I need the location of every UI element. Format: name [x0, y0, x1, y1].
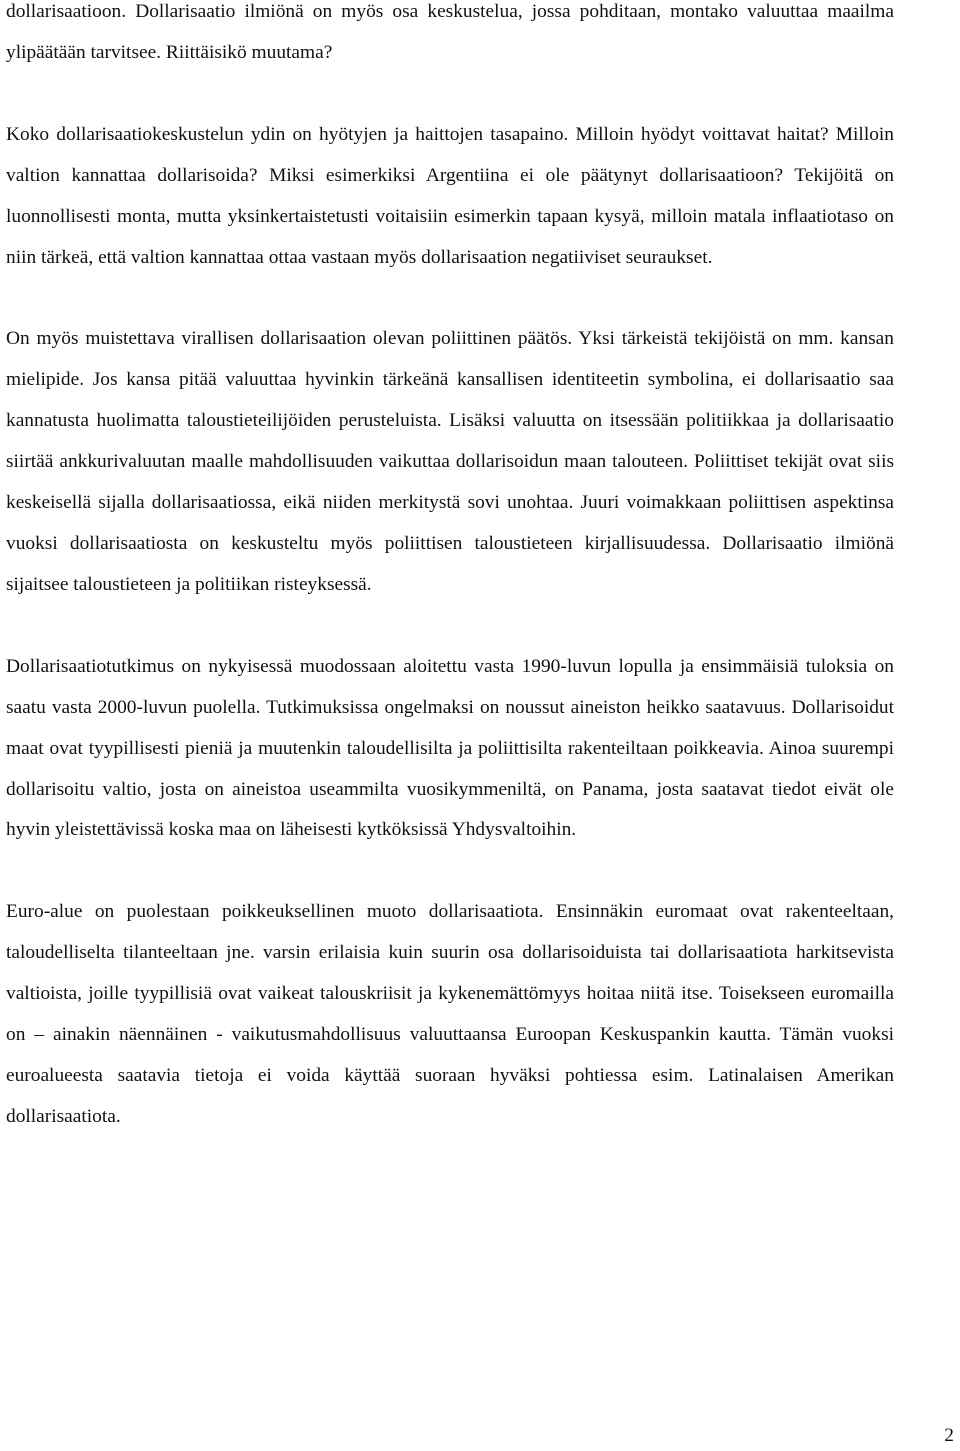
page-number: 2 — [944, 1425, 954, 1446]
document-page — [6, 0, 894, 1138]
paragraph-1: dollarisaatioon. Dollarisaatio ilmiönä on myös osa keskustelua, jossa pohditaan, montako valuuttaa maailma ylipäätään tarvitsee. Riittäisikö muutama? — [6, 1, 894, 63]
paragraph-gap — [6, 851, 894, 892]
paragraph-gap — [6, 74, 894, 115]
paragraph-gap — [6, 606, 894, 647]
paragraph-gap — [6, 278, 894, 319]
paragraph-3: On myös muistettava virallisen dollarisaation olevan poliittinen päätös. Yksi tärkeistä tekijöistä on mm. kansan mielipide. Jos kansa pitää valuuttaa hyvinkin tärkeänä kansallisen identiteetin symbolina, ei dollarisaatio saa kannatusta huolimatta taloustieteilijöiden perusteluista. Lisäksi valuutta on itsessään politiikkaa ja dollarisaatio siirtää ankkurivaluutan maalle mahdollisuuden vaikuttaa dollarisoidun maan talouteen. Poliittiset tekijät ovat siis keskeisellä sijalla dollarisaatiossa, eikä niiden merkitystä sovi unohtaa. Juuri voimakkaan poliittisen aspektinsa vuoksi dollarisaatiosta on keskusteltu myös poliittisen taloustieteen kirjallisuudessa. Dollarisaatio ilmiönä sijaitsee taloustieteen ja politiikan risteyksessä. — [6, 328, 894, 595]
paragraph-5: Euro-alue on puolestaan poikkeuksellinen muoto dollarisaatiota. Ensinnäkin euromaat ovat rakenteeltaan, taloudelliselta tilanteeltaan jne. varsin erilaisia kuin suurin osa dollarisoiduista tai dollarisaatiota harkitsevista valtioista, joille tyypillisiä ovat vaikeat talouskriisit ja kykenemättömyys hoitaa niitä itse. Toisekseen euromailla on – ainakin näennäinen - vaikutusmahdollisuus valuuttaansa Euroopan Keskuspankin kautta. Tämän vuoksi euroalueesta saatavia tietoja ei voida käyttää suoraan hyväksi pohtiessa esim. Latinalaisen Amerikan dollarisaatiota. — [6, 901, 894, 1127]
paragraph-2: Koko dollarisaatiokeskustelun ydin on hyötyjen ja haittojen tasapaino. Milloin hyödyt voittavat haitat? Milloin valtion kannattaa dollarisoida? Miksi esimerkiksi Argentiina ei ole päätynyt dollarisaatioon? Tekijöitä on luonnollisesti monta, mutta yksinkertaistetusti voitaisiin esimerkin tapaan kysyä, milloin matala inflaatiotaso on niin tärkeä, että valtion kannattaa ottaa vastaan myös dollarisaation negatiiviset seuraukset. — [6, 123, 894, 268]
paragraph-4: Dollarisaatiotutkimus on nykyisessä muodossaan aloitettu vasta 1990-luvun lopulla ja ensimmäisiä tuloksia on saatu vasta 2000-luvun puolella. Tutkimuksissa ongelmaksi on noussut aineiston heikko saatavuus. Dollarisoidut maat ovat tyypillisesti pieniä ja muutenkin taloudellisilta ja poliittisilta rakenteiltaan poikkeavia. Ainoa suurempi dollarisoitu valtio, josta on aineistoa useammilta vuosikymmeniltä, on Panama, josta saatavat tiedot eivät ole hyvin yleistettävissä koska maa on läheisesti kytköksissä Yhdysvaltoihin. — [6, 655, 894, 841]
